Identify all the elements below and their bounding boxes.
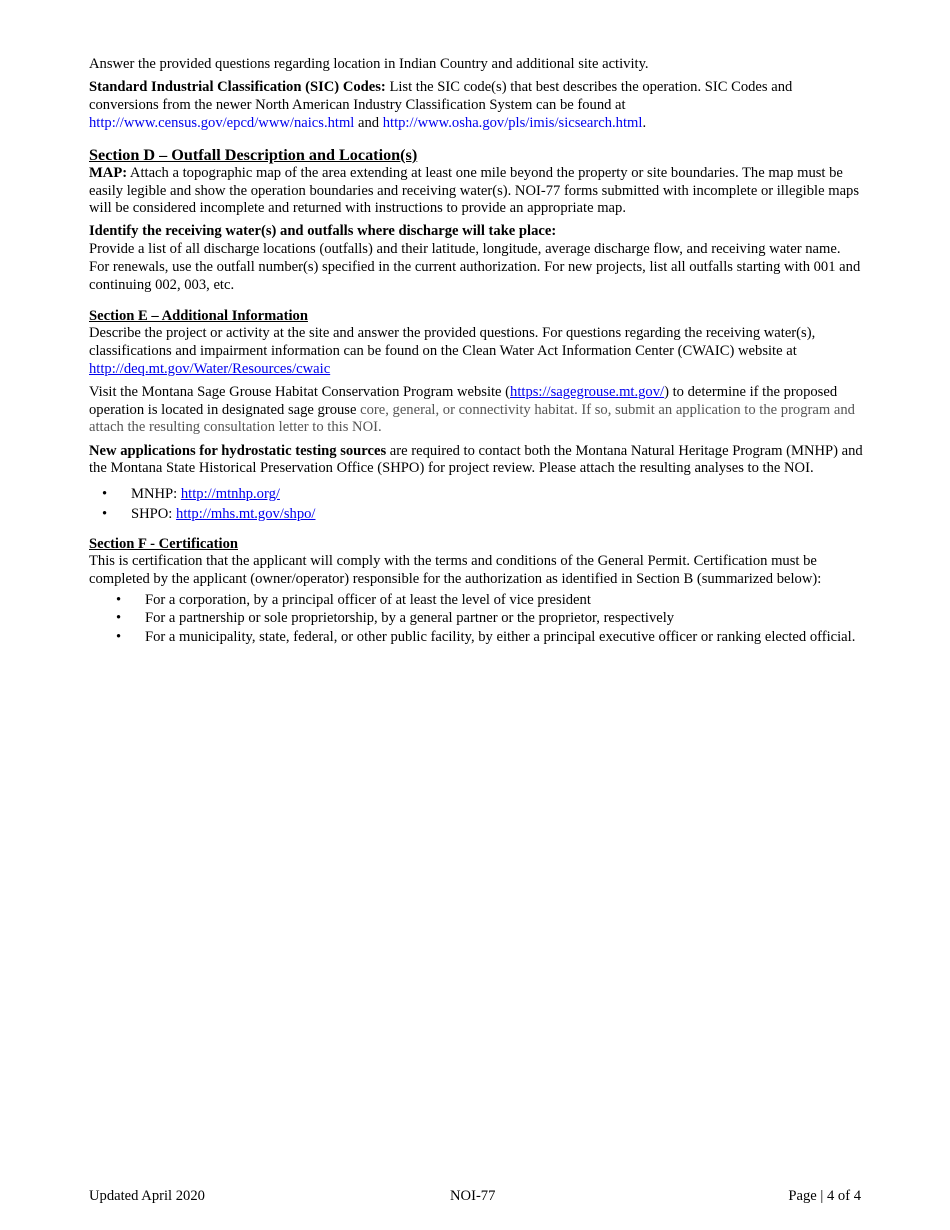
bullet-icon: • (116, 628, 122, 645)
map-label: MAP: (89, 164, 128, 181)
section-f-title: Section F - Certification (89, 535, 239, 552)
contact-list (89, 484, 864, 524)
sage-pre-text: Visit the Montana Sage Grouse Habitat Conservation Program website ( (89, 384, 511, 401)
sic-label: Standard Industrial Classification (SIC) Codes: (89, 79, 386, 96)
list-item (89, 504, 864, 524)
certification-text: This is certification that the applicant will comply with the terms and conditions of the General Permit. Certification must be completed by the applicant (owner/operator) responsible for the authorization as identified in Section B (summarized below): (89, 553, 822, 587)
bullet-icon: • (116, 610, 122, 627)
bullet-icon: • (116, 591, 122, 608)
shpo-link[interactable]: http://mhs.mt.gov/shpo/ (176, 505, 316, 522)
cwaic-link[interactable]: http://deq.mt.gov/Water/Resources/cwaic (89, 360, 331, 377)
footer-page-number: Page | 4 of 4 (788, 1188, 861, 1204)
sage-gray-text: core, general, or connectivity habitat. If so, submit an application to the program and attach the resulting consultation letter to this NOI. (89, 401, 855, 436)
section-d-title: Section D – Outfall Description and Location(s) (89, 145, 418, 164)
sicsearch-link[interactable]: http://www.osha.gov/pls/imis/sicsearch.html (382, 114, 643, 131)
intro-text: Answer the provided questions regarding location in Indian Country and additional site activity. (89, 56, 649, 72)
describe-text: Describe the project or activity at the site and answer the provided questions. For questions regarding the receiving water(s), classifications and impairment information can be found on the Clean Water Act Information Center (CWAIC) website at (89, 325, 816, 360)
map-text: Attach a topographic map of the area extending at least one mile beyond the property or site boundaries. The map must be easily legible and show the operation boundaries and receiving water(s). NOI-77 forms submitted with incomplete or illegible maps will be considered incomplete and returned with instructions to provide an appropriate map. (89, 164, 860, 217)
sic-paragraph (89, 79, 864, 132)
map-paragraph (89, 165, 864, 218)
hydrostatic-text: are required to contact both the Montana Natural Heritage Program (MNHP) and the Montana State Historical Preservation Office (SHPO) for project review. Please attach the resulting analyses to the NOI. (89, 442, 863, 477)
list-item (89, 484, 864, 504)
sage-grouse-paragraph (89, 384, 864, 437)
mnhp-label: MNHP: (131, 485, 181, 502)
list-item (89, 609, 864, 628)
footer-form-number: NOI-77 (450, 1188, 496, 1204)
document-page (89, 56, 864, 646)
sic-period: . (642, 114, 647, 131)
sage-mid-text: ) to determine if the proposed operation is located in designated sage grouse (89, 384, 838, 418)
page-footer (89, 1187, 861, 1205)
certification-list (89, 591, 864, 647)
certification-item: For a municipality, state, federal, or other public facility, by either a principal executive officer or ranking elected official. (145, 628, 856, 645)
sic-text: List the SIC code(s) that best describes the operation. SIC Codes and conversions from the newer North American Industry Classification System can be found at (89, 79, 793, 113)
identify-text: Provide a list of all discharge locations (outfalls) and their latitude, longitude, average discharge flow, and receiving water name. For renewals, use the outfall number(s) specified in the current authorization. For new projects, list all outfalls starting with 001 and continuing 002, 003, etc. (89, 241, 861, 293)
identify-heading: Identify the receiving water(s) and outfalls where discharge will take place: (89, 223, 557, 240)
hydrostatic-paragraph (89, 443, 864, 478)
section-e-title: Section E – Additional Information (89, 307, 308, 324)
bullet-icon: • (102, 505, 108, 522)
list-item (89, 628, 864, 647)
sage-grouse-link[interactable]: https://sagegrouse.mt.gov/ (510, 384, 665, 401)
list-item (89, 591, 864, 610)
sic-and: and (354, 114, 383, 131)
bullet-icon: • (102, 485, 108, 502)
shpo-label: SHPO: (131, 505, 177, 522)
describe-paragraph (89, 325, 864, 378)
certification-item: For a corporation, by a principal officer of at least the level of vice president (145, 591, 591, 608)
mnhp-link[interactable]: http://mtnhp.org/ (180, 485, 280, 502)
hydrostatic-label: New applications for hydrostatic testing sources (89, 442, 387, 459)
naics-link[interactable]: http://www.census.gov/epcd/www/naics.html (89, 114, 355, 131)
footer-updated: Updated April 2020 (89, 1188, 205, 1204)
certification-item: For a partnership or sole proprietorship, by a general partner or the proprietor, respectively (145, 610, 675, 627)
